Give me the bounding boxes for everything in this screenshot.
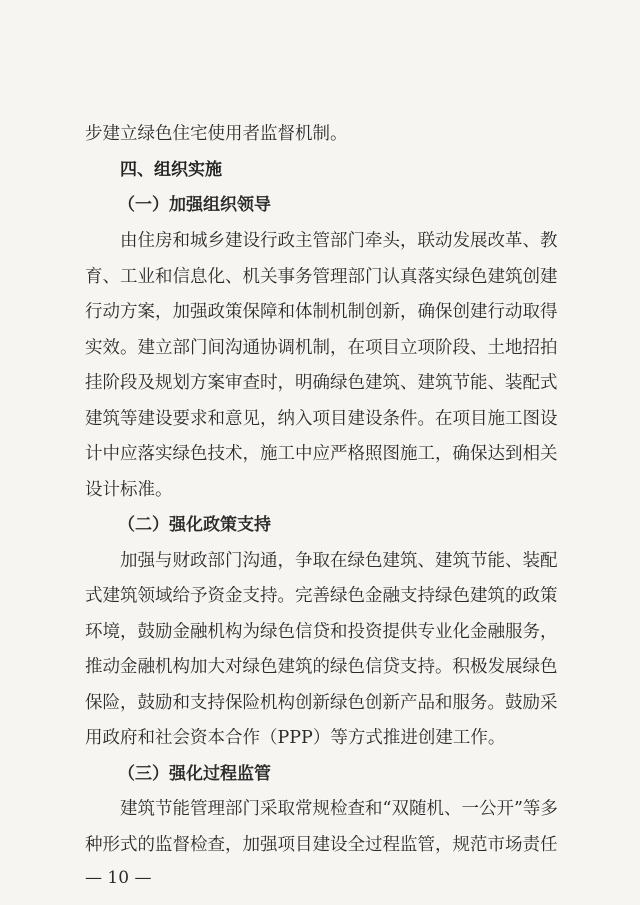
subsection-1-title: （一）加强组织领导 — [118, 195, 271, 215]
subsection-2-title: （二）强化政策支持 — [118, 515, 271, 535]
intro-line-1: 步建立绿色住宅使用者监督机制。 — [85, 124, 348, 144]
subsection-2-line-5: 保险，鼓励和支持保险机构创新绿色创新产品和服务。鼓励采 — [85, 693, 558, 713]
subsection-1-line-8: 设计标准。 — [85, 480, 173, 500]
subsection-1-line-7: 计中应落实绿色技术，施工中应严格照图施工，确保达到相关 — [85, 444, 558, 464]
subsection-2-line-1: 加强与财政部门沟通，争取在绿色建筑、建筑节能、装配 — [120, 551, 558, 571]
subsection-3-line-2: 种形式的监督检查，加强项目建设全过程监管，规范市场责任 — [85, 835, 558, 855]
subsection-1-line-1: 由住房和城乡建设行政主管部门牵头，联动发展改革、教 — [120, 231, 558, 251]
subsection-1-line-5: 挂阶段及规划方案审查时，明确绿色建筑、建筑节能、装配式 — [85, 373, 558, 393]
page-number: — 10 — — [85, 868, 152, 888]
subsection-3-line-1: 建筑节能管理部门采取常规检查和“双随机、一公开”等多 — [120, 799, 558, 819]
subsection-2-line-3: 环境，鼓励金融机构为绿色信贷和投资提供专业化金融服务， — [85, 622, 558, 642]
subsection-1-line-6: 建筑等建设要求和意见，纳入项目建设条件。在项目施工图设 — [85, 409, 558, 429]
subsection-1-line-3: 行动方案，加强政策保障和体制机制创新，确保创建行动取得 — [85, 302, 558, 322]
subsection-2-line-4: 推动金融机构加大对绿色建筑的绿色信贷支持。积极发展绿色 — [85, 657, 558, 677]
subsection-3-title: （三）强化过程监管 — [118, 764, 271, 784]
subsection-1-line-4: 实效。建立部门间沟通协调机制，在项目立项阶段、土地招拍 — [85, 338, 558, 358]
section-heading: 四、组织实施 — [120, 160, 222, 180]
subsection-2-line-2: 式建筑领域给予资金支持。完善绿色金融支持绿色建筑的政策 — [85, 586, 558, 606]
subsection-1-line-2: 育、工业和信息化、机关事务管理部门认真落实绿色建筑创建 — [85, 267, 558, 287]
subsection-2-line-6: 用政府和社会资本合作（PPP）等方式推进创建工作。 — [85, 728, 506, 748]
